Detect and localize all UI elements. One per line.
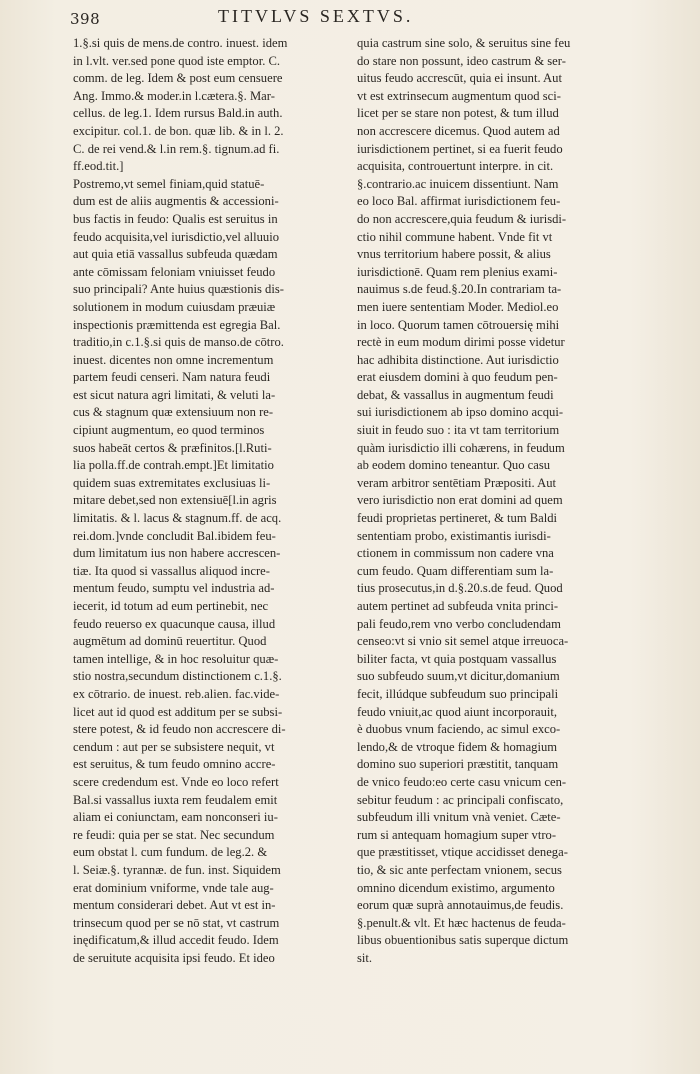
text-line: de vnico feudo:eo certe casu vnicum cen- [357,774,567,789]
text-line: eo loco Bal. affirmat iurisdictionem feu- [357,194,561,209]
text-line: dum est de aliis augmentis & accessioni- [73,194,279,209]
text-line: è duobus vnum faciendo, ac simul exco- [357,722,561,737]
text-line: comm. de leg. Idem & post eum censuere [73,71,283,86]
text-line: autem pertinet ad subfeuda vnita princi- [357,599,559,613]
text-line: ctionem in commissum non cadere vna [357,546,554,561]
text-line: sebitur feudum : ac principali confiscato, [357,792,564,807]
text-line: excipitur. col.1. de bon. quæ lib. & in l. 2. [73,123,284,138]
text-line: augmētum ad dominū reuertitur. Quod [73,634,267,649]
text-line: scere credendum est. Vnde eo loco refert [73,774,279,789]
text-line: ctio nihil commune habent. Vnde fit vt [357,229,553,244]
text-line: tamen intellige, & in hoc resoluitur quæ- [73,651,279,666]
text-line: 1.§.si quis de mens.de contro. inuest. idem [73,36,288,50]
text-line: tius prosecutus,in d.§.20.s.de feud. Quod [357,581,563,596]
text-line: mitare debet,sed non extensiuē[l.in agris [73,493,277,508]
text-line: feudi proprietas pertineret, & tum Baldi [357,511,558,526]
running-title: TITVLVS SEXTVS. [218,6,414,26]
text-line: cendum : aut per se subsistere nequit, vt [73,739,275,754]
left-column [73,35,339,967]
text-line: tiæ. Ita quod si vassallus aliquod incre- [73,563,270,578]
text-line: quia castrum sine solo, & seruitus sine feu [357,36,571,50]
text-line: erat dominium vniforme, vnde tale aug- [73,880,274,895]
text-line: solutionem in modum cuiusdam præuiæ [73,299,276,314]
text-line: vt est extrinsecum augmentum quod sci- [357,88,561,103]
text-line: est seruitus, & tum feudo omnino accre- [73,757,276,772]
text-line: Bal.si vassallus iuxta rem feudalem emit [73,792,278,807]
text-line: mentum feudo, sumptu vel industria ad- [73,581,275,596]
text-line: traditio,in c.1.§.si quis de manso.de cōtro. [73,335,284,350]
text-line: do stare non possunt, ideo castrum & ser- [357,53,566,68]
text-line: quàm iurisdictio illi cohærens, in feudum [357,440,565,455]
text-line: nauimus s.de feud.§.20.In contrariam ta- [357,282,562,297]
text-line: do non accrescere,quia feudum & iurisdi- [357,211,567,226]
text-line: mentum considerari debet. Aut vt est in- [73,898,276,913]
text-line: rectè in eum modum dirimi posse videtur [357,335,565,350]
text-line: re feudi: quia per se stat. Nec secundum [73,827,275,842]
text-line: ante cōmissam feloniam vniuisset feudo [73,264,276,279]
right-column [357,35,619,967]
text-line: bus factis in feudo: Qualis est seruitus in [73,211,278,226]
text-line: pali feudo,rem vno verbo concludendam [357,616,561,631]
text-line: inspectionis præmittenda est egregia Bal. [73,317,281,332]
text-line: quidem suas extremitates exclusiuas li- [73,475,271,490]
text-line: Postremo,vt semel finiam,quid statuē- [73,176,265,191]
text-line: siuit in feudo suo : ita vt tam territorium [357,423,560,438]
text-line: inędificatum,& illud accedit feudo. Idem [73,933,279,948]
page-number: 398 [70,10,101,28]
text-line: non accrescere dicemus. Quod autem ad [357,123,560,138]
text-line: iecerit, id totum ad eum pertinebit, nec [73,599,269,613]
text-line: sui iurisdictionem ab ipso domino acqui- [357,405,564,420]
text-line: eorum quæ suprà annotauimus,de feudis. [357,898,564,913]
text-line: licet per se stare non potest, & tum illud [357,106,559,121]
text-line: biliter facta, vt quia postquam vassallus [357,651,557,666]
text-line: erat eiusdem domini à quo feudum pen- [357,370,558,385]
text-line: suos habeāt certos & præfinitos.[l.Ruti- [73,440,272,455]
text-line: licet aut id quod est additum per se subsi- [73,704,283,719]
text-line: feudo vniuit,ac quod aiunt incorporauit, [357,704,558,719]
text-line: dum limitatum ius non habere accrescen- [73,546,281,561]
text-line: §.contrario.ac inuicem dissentiunt. Nam [357,176,559,191]
text-line: debat, & vassallus in augmentum feudi [357,387,554,402]
text-line: iurisdictionem pertinet, si ea fuerit feudo [357,141,563,156]
text-line: subfeudum illi vnitum vnà veniet. Cæte- [357,810,561,825]
text-line: vnus territorium habere possit, & alius [357,247,551,262]
text-line: hac adhibita distinctione. Aut iurisdictio [357,352,559,367]
text-line: suo principali? Ante huius quæstionis dis- [73,282,284,297]
text-line: stio nostra,secundum distinctionem c.1.§. [73,669,282,684]
text-line: eum obstat l. cum fundum. de leg.2. & [73,845,268,860]
text-line: veram arbitror sentētiam Præpositi. Aut [357,475,557,490]
text-line: ab eodem domino teneantur. Quo casu [357,458,551,473]
text-line: cum feudo. Quam differentiam sum la- [357,563,554,578]
text-line: que præstitisset, vtique accidisset denega- [357,845,568,860]
text-line: de seruitute acquisita ipsi feudo. Et ideo [73,950,275,965]
text-line: cipiunt augmentum, eo quod terminos [73,423,265,438]
text-line: vero iurisdictio non erat domini ad quem [357,493,563,508]
text-line: ex cōtrario. de inuest. reb.alien. fac.vide- [73,686,280,701]
text-line: lendo,& de vtroque fidem & homagium [357,739,558,754]
text-line: cellus. de leg.1. Idem rursus Bald.in auth. [73,106,283,121]
text-line: limitatis. & l. lacus & stagnum.ff. de acq. [73,511,282,526]
text-line: acquisita, controuertunt interpre. in cit. [357,159,554,174]
text-line: in l.vlt. ver.sed pone quod iste emptor. C. [73,53,281,68]
text-line: in loco. Quorum tamen cōtrouersię mihi [357,317,560,332]
text-line: iurisdictionē. Quam rem plenius exami- [357,264,558,279]
text-line: stere potest, & id feudo non accrescere di- [73,722,286,737]
text-line: ff.eod.tit.] [73,159,124,174]
text-line: cus & stagnum quæ extensiuum non re- [73,405,274,420]
text-line: aliam ei coniunctam, eam nonconseri iu- [73,810,278,825]
text-line: rei.dom.]vnde concludit Bal.ibidem feu- [73,528,276,543]
text-line: fecit, illúdque subfeudum suo principali [357,686,559,701]
text-line: inuest. dicentes non omne incrementum [73,352,274,367]
text-line: rum si antequam homagium super vtro- [357,827,557,842]
text-line: uitus feudo accrescūt, quia ei insunt. Aut [357,71,562,86]
text-line: trinsecum quod per se nō stat, vt castrum [73,915,280,930]
text-line: suo subfeudo suum,vt dicitur,domanium [357,669,560,684]
text-line: l. Seiæ.§. tyrannæ. de fun. inst. Siquidem [73,862,281,877]
text-line: omnino dicendum existimo, argumento [357,880,555,895]
text-line: libus obuentionibus satis superque dictum [357,933,569,948]
text-line: domino suo superiori præstitit, tanquam [357,757,559,772]
text-line: men iuere sententiam Moder. Mediol.eo [357,299,559,314]
text-line: §.penult.& vlt. Et hæc hactenus de feuda- [357,915,566,930]
text-line: aut quia etiā vassallus subfeuda quædam [73,247,278,262]
text-line: partem feudi censeri. Nam natura feudi [73,370,271,385]
text-line: lia polla.ff.de contrah.empt.]Et limitatio [73,458,274,473]
text-line: censeo:vt si vnio sit semel atque irreuoca- [357,634,569,649]
text-line: tio, & sic ante perfectam vnionem, secus [357,862,562,877]
text-line: feudo acquisita,vel iurisdictio,vel alluuio [73,229,279,244]
text-line: Ang. Immo.& moder.in l.cætera.§. Mar- [73,88,275,103]
text-line: est sicut natura agri limitati, & veluti la- [73,387,276,402]
text-line: sit. [357,950,373,965]
text-line: C. de rei vend.& l.in rem.§. tignum.ad fi. [73,141,280,156]
text-line: sententiam probo, existimantis iurisdi- [357,528,551,543]
text-line: feudo reuerso ex quacunque causa, illud [73,616,276,631]
